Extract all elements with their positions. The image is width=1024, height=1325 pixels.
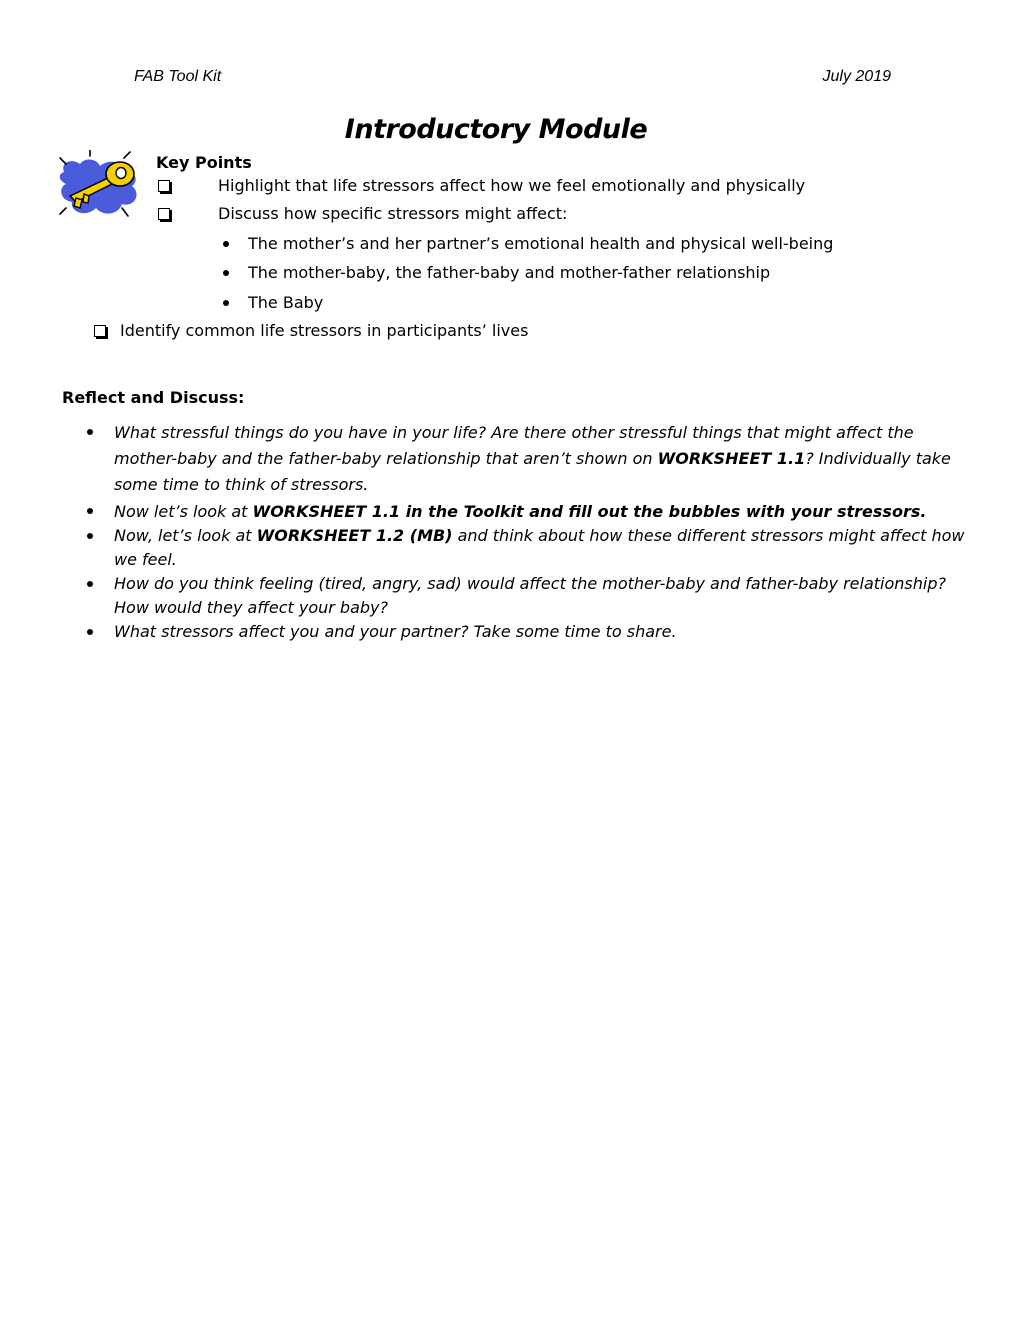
discussion-question: What stressors affect you and your partner? Take some time to share. [114,620,970,644]
discussion-question: Now let’s look at WORKSHEET 1.1 in the Toolkit and fill out the bubbles with your stressors. [114,499,970,524]
page-title: Introductory Module [344,114,648,145]
checkbox-icon [94,325,106,337]
header-doc-title: FAB Tool Kit [134,68,222,85]
bullet-icon [87,629,93,635]
discussion-list [114,420,970,644]
bullet-icon [223,300,229,306]
bullet-icon [87,533,93,539]
key-point-item: Identify common life stressors in participants’ lives [120,321,529,340]
discussion-question: What stressful things do you have in your life? Are there other stressful things that might affect the mother-baby and the father-baby relationship that aren’t shown on WORKSHEET 1.1? Individually take some time to think of stressors. [114,420,970,498]
key-points-heading: Key Points [156,153,252,172]
sub-item: The Baby [248,293,324,312]
discussion-question: Now, let’s look at WORKSHEET 1.2 (MB) and think about how these different stressors might affect how we feel. [114,524,970,572]
bullet-icon [87,581,93,587]
discussion-question: How do you think feeling (tired, angry, sad) would affect the mother-baby and father-baby relationship? How would they affect your baby? [114,572,970,620]
key-point-item: Highlight that life stressors affect how we feel emotionally and physically [218,176,806,195]
bullet-icon [87,508,93,514]
sub-item: The mother-baby, the father-baby and mother-father relationship [248,263,771,282]
header-date: July 2019 [822,68,891,85]
bullet-icon [223,241,229,247]
key-icon [56,150,148,222]
bullet-icon [87,429,93,435]
reflect-heading: Reflect and Discuss: [62,388,245,407]
bullet-icon [223,270,229,276]
sub-item: The mother’s and her partner’s emotional health and physical well-being [248,234,834,253]
checkbox-icon [158,180,170,192]
key-point-item: Discuss how specific stressors might affect: [218,204,568,223]
checkbox-icon [158,208,170,220]
